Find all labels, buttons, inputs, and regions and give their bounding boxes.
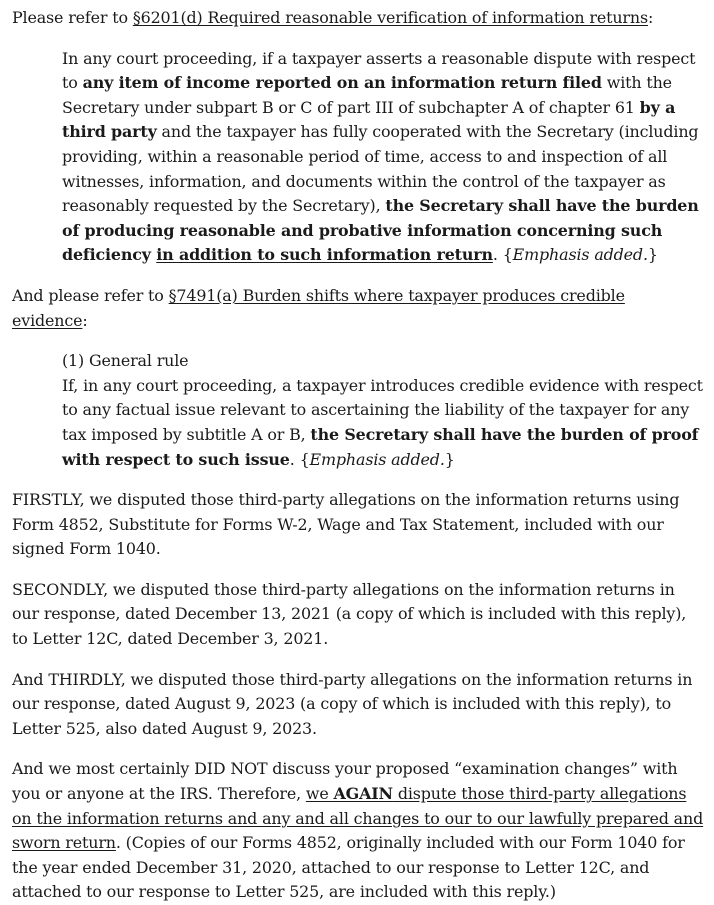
- intro-paragraph-7491: [12, 284, 704, 333]
- quote-text: with the Secretary under subpart B or C of part III of subchapter A of chapter 61: [62, 73, 672, 117]
- intro-colon: :: [647, 8, 654, 27]
- intro-text: And please refer to: [12, 285, 169, 305]
- quote-emphasis: any item of income reported on an information return filed: [82, 73, 602, 93]
- blockquote-6201d: [62, 47, 704, 268]
- emphasis-added-note: Emphasis added.: [309, 449, 445, 469]
- blockquote-7491a: [62, 349, 704, 472]
- quote-text: }: [647, 245, 658, 265]
- intro-paragraph-6201: [12, 6, 704, 31]
- quote-text: In any court proceeding, if a taxpayer asserts a reasonable dispute with respect to: [62, 48, 696, 93]
- quote-emphasis-underlined: in addition to such information return: [156, 245, 493, 265]
- quote-emphasis: the Secretary shall have the burden of proof with respect to such issue: [62, 424, 699, 469]
- emphasis-added-note: Emphasis added.: [512, 245, 648, 265]
- underlined-bold-again: AGAIN: [333, 784, 393, 804]
- link-section-6201d[interactable]: §6201(d) Required reasonable verification of information returns: [132, 8, 648, 27]
- quote-text: . {: [492, 245, 513, 265]
- quote-emphasis: by a third party: [62, 97, 676, 142]
- quote-text: and the taxpayer has fully cooperated with the Secretary (including providing, within a reasonable period of time, access to and inspection of all witnesses, information, and documents within the control of the taxpayer as reasonably requested by the Secretary),: [62, 122, 699, 216]
- quote-text: If, in any court proceeding, a taxpayer introduces credible evidence with respect to any factual issue relevant to ascertaining the liability of the taxpayer for any tax imposed by subtitle A or B,: [62, 375, 703, 444]
- quote-heading: (1) General rule: [62, 351, 189, 371]
- paragraph-firstly: FIRSTLY, we disputed those third-party allegations on the information returns using Form 4852, Substitute for Forms W-2, Wage and Tax Statement, included with our signed Form 1040.: [12, 490, 680, 559]
- link-section-7491a[interactable]: §7491(a) Burden shifts where taxpayer produces credible evidence: [12, 285, 625, 330]
- paragraph-thirdly: And THIRDLY, we disputed those third-party allegations on the information returns in our response, dated August 9, 2023 (a copy of which is included with this reply), to Letter 525, also dated August 9, 2023.: [12, 669, 693, 738]
- quote-paragraph: [62, 374, 704, 472]
- intro-colon: :: [82, 310, 88, 330]
- quote-emphasis: the Secretary shall have the burden of producing reasonable and probative information concerning such deficiency: [62, 196, 699, 265]
- underlined-text: we: [305, 784, 334, 804]
- quote-paragraph: [62, 47, 704, 268]
- quote-text: }: [444, 449, 455, 469]
- final-text: And we most certainly DID NOT discuss your proposed “examination changes” with you or anyone at the IRS. Therefore,: [12, 759, 678, 804]
- paragraph-final: [12, 757, 704, 905]
- intro-text: Please refer to: [12, 8, 133, 27]
- paragraph-secondly: SECONDLY, we disputed those third-party allegations on the information returns in our response, dated December 13, 2021 (a copy of which is included with this reply), to Letter 12C, dated December 3, 2021.: [12, 579, 687, 649]
- underlined-text: dispute those third-party allegations on the information returns and any and all changes to our to our lawfully prepared and sworn return: [12, 784, 704, 853]
- quote-text: . {: [289, 449, 310, 469]
- final-text: . (Copies of our Forms 4852, originally included with our Form 1040 for the year ended December 31, 2020, attached to our response to Letter 12C, and attached to our response to Letter 525, are included with this reply.): [12, 833, 685, 902]
